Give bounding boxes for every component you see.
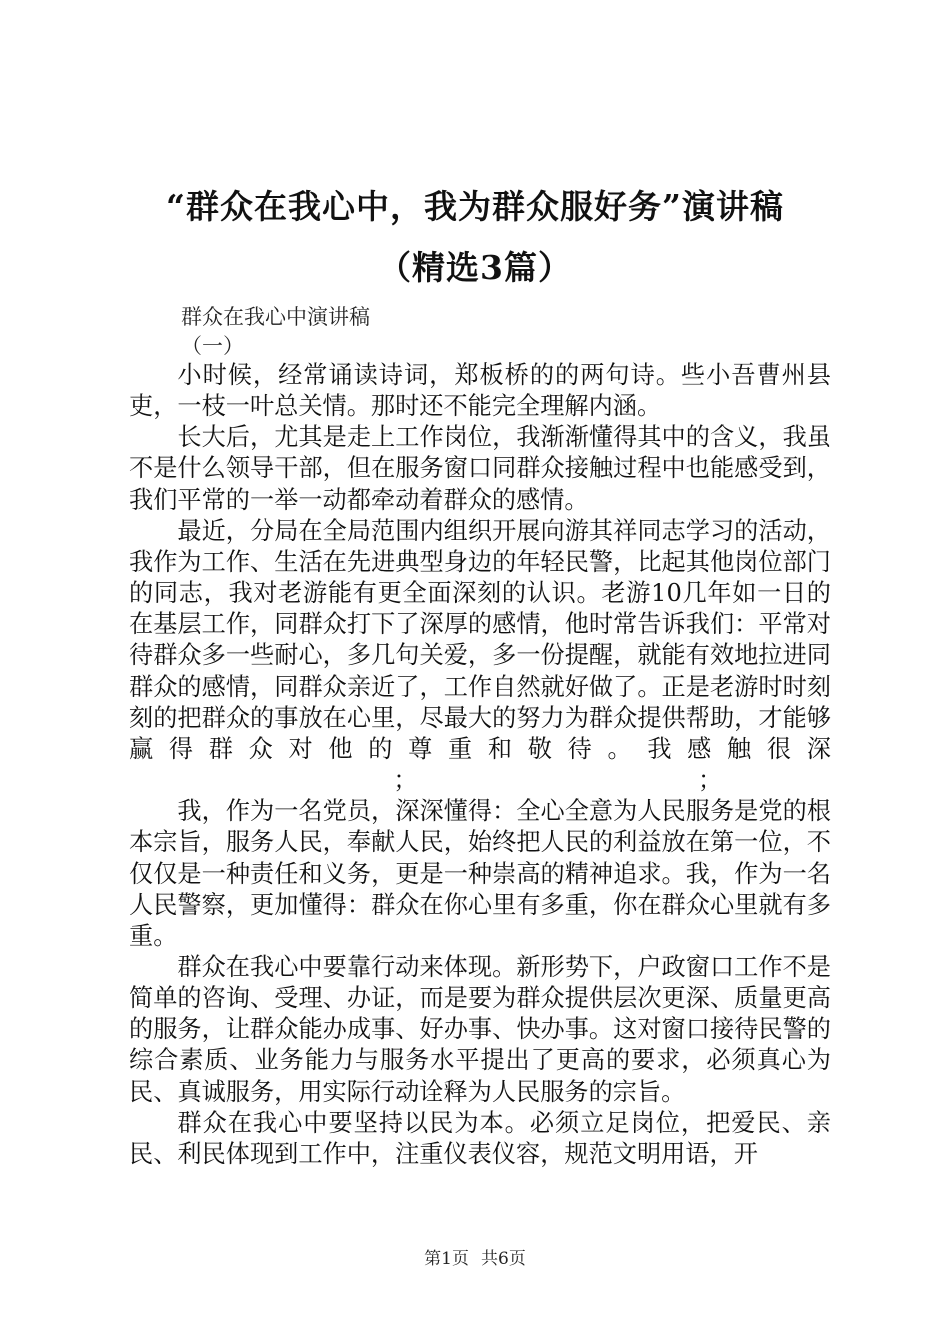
section-subtitle: 群众在我心中演讲稿 [181, 305, 370, 329]
paragraph-text: 最近，分局在全局范围内组织开展向游其祥同志学习的活动，我作为工作、生活在先进典型身边的年轻民警，比起其他岗位部门的同志，我对老游能有更全面深刻的认识。老游10几年如一日的在基层工作，同群众打下了深厚的感情，他时常告诉我们：平常对待群众多一些耐心，多几句关爱，多一份提醒，就能有效地拉进同群众的感情，同群众亲近了，工作自然就好做了。正是老游时时刻刻的把群众的事放在心里，尽最大的努力为群众提供帮助，才能够赢得群众对他的尊重和敬待。我感触很深 [129, 516, 831, 763]
paragraph: 长大后，尤其是走上工作岗位，我渐渐懂得其中的含义，我虽不是什么领导干部，但在服务窗口同群众接触过程中也能感受到，我们平常的一举一动都牵动着群众的感情。 [129, 423, 831, 514]
document-title-line2: （精选3篇） [378, 248, 572, 287]
paragraph: 小时候，经常诵读诗词，郑板桥的的两句诗。些小吾曹州县吏，一枝一叶总关情。那时还不能完全理解内涵。 [129, 361, 831, 421]
paragraph: 群众在我心中要坚持以民为本。必须立足岗位，把爱民、亲民、利民体现到工作中，注重仪表仪容，规范文明用语，开 [129, 1108, 831, 1168]
page-total: 共6页 [481, 1249, 526, 1269]
page-footer [0, 1244, 950, 1269]
paragraph: 我，作为一名党员，深深懂得：全心全意为人民服务是党的根本宗旨，服务人民，奉献人民，始终把人民的利益放在第一位，不仅仅是一种责任和义务，更是一种崇高的精神追求。我，作为一名人民警察，更加懂得：群众在你心里有多重，你在群众心里就有多重。 [129, 797, 831, 950]
section-number: （一） [181, 334, 244, 358]
semicolon-mark: ； [393, 766, 418, 795]
document-body [129, 360, 831, 1170]
semicolon-mark: ； [697, 766, 723, 795]
paragraph: 群众在我心中要靠行动来体现。新形势下，户政窗口工作不是简单的咨询、受理、办证，而是要为群众提供层次更深、质量更高的服务，让群众能办成事、好办事、快办事。这对窗口接待民警的综合素质、业务能力与服务水平提出了更高的要求，必须真心为民、真诚服务，用实际行动诠释为人民服务的宗旨。 [129, 952, 831, 1106]
paragraph [129, 516, 831, 796]
document-title: “群众在我心中，我为群众服好务”演讲稿 [166, 187, 784, 226]
page-number: 第1页 [424, 1249, 469, 1269]
